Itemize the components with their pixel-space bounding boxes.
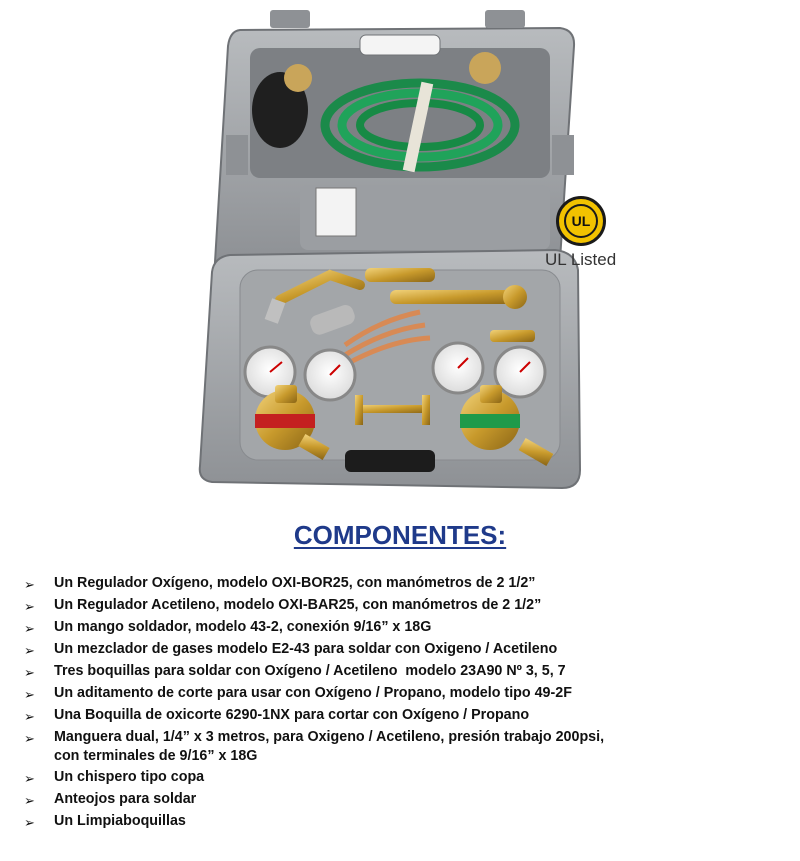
- list-item: [24, 662, 794, 682]
- ul-listed-caption: UL Listed: [545, 250, 617, 269]
- list-item: [24, 684, 794, 704]
- list-item-text: Un Regulador Acetileno, modelo OXI-BAR25, con manómetros de 2 1/2”: [54, 597, 542, 613]
- list-item: [24, 790, 794, 810]
- arrowhead-bullet-icon: ➢: [24, 793, 35, 808]
- list-item: [24, 574, 794, 594]
- ul-logo-text: UL: [564, 204, 598, 238]
- list-item: [24, 812, 794, 832]
- list-item-text: Un mezclador de gases modelo E2-43 para soldar con Oxigeno / Acetileno: [54, 641, 558, 657]
- list-item-text: Una Boquilla de oxicorte 6290-1NX para cortar con Oxígeno / Propano: [54, 707, 530, 723]
- arrowhead-bullet-icon: ➢: [24, 687, 35, 702]
- list-item: [24, 706, 794, 726]
- arrowhead-bullet-icon: ➢: [24, 621, 35, 636]
- components-list: [24, 574, 794, 834]
- arrowhead-bullet-icon: ➢: [24, 577, 35, 592]
- list-item-text: Anteojos para soldar: [54, 791, 197, 807]
- arrowhead-bullet-icon: ➢: [24, 709, 35, 724]
- list-item-text: Un Regulador Oxígeno, modelo OXI-BOR25, con manómetros de 2 1/2”: [54, 575, 536, 591]
- arrowhead-bullet-icon: ➢: [24, 731, 35, 746]
- arrowhead-bullet-icon: ➢: [24, 665, 35, 680]
- ul-listed-logo: [556, 196, 606, 246]
- list-item-text: Un mango soldador, modelo 43-2, conexión 9/16” x 18G: [54, 619, 432, 635]
- list-item: [24, 596, 794, 616]
- arrowhead-bullet-icon: ➢: [24, 643, 35, 658]
- list-item: [24, 768, 794, 788]
- list-item-text: Tres boquillas para soldar con Oxígeno / Acetileno modelo 23A90 Nº 3, 5, 7: [54, 663, 566, 679]
- section-title: COMPONENTES:: [293, 520, 507, 550]
- list-item-text: Un chispero tipo copa: [54, 769, 205, 785]
- arrowhead-bullet-icon: ➢: [24, 599, 35, 614]
- list-item: [24, 728, 794, 766]
- list-item-text: Un Limpiaboquillas: [54, 813, 186, 829]
- arrowhead-bullet-icon: ➢: [24, 771, 35, 786]
- list-item: [24, 640, 794, 660]
- list-item-text: Manguera dual, 1/4” x 3 metros, para Oxigeno / Acetileno, presión trabajo 200psi, con terminales de 9/16” x 18G: [54, 729, 605, 764]
- list-item-text: Un aditamento de corte para usar con Oxígeno / Propano, modelo tipo 49-2F: [54, 685, 572, 701]
- instruction-label: [316, 188, 356, 236]
- arrowhead-bullet-icon: ➢: [24, 815, 35, 830]
- list-item: [24, 618, 794, 638]
